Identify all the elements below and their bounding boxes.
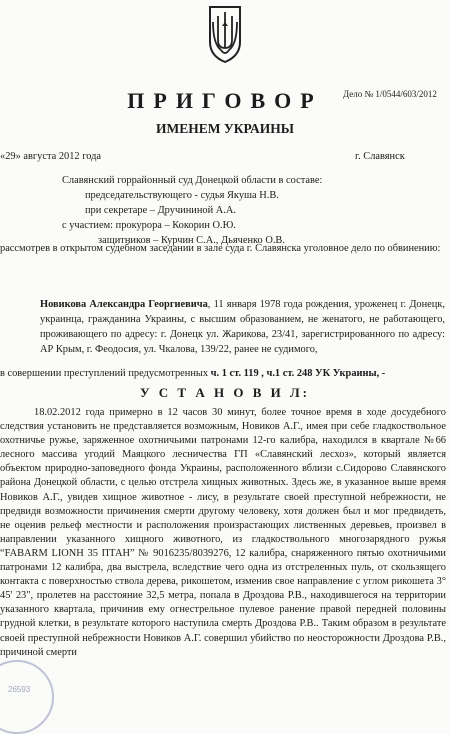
consider-paragraph: рассмотрев в открытом судебном заседании в зале суда г. Славянска уголовное дело по обвинению:: [0, 243, 441, 254]
defendant-details: , 11 января 1978 года рождения, уроженец г. Донецк, украинца, гражданина Украины, с высшим образованием, не женатого, не работающего, проживающего по адресу: г. Донецк ул. Жарикова, 23/41, зарегистрированного по адресу: АР Крым, г. Феодосия, ул. Чкалова, 139/22, ранее не судимого,: [40, 299, 445, 355]
court-line-defenders: защитников – Курчин С.А., Дьяченко О.В.: [98, 235, 285, 246]
document-title: ПРИГОВОР: [127, 88, 323, 113]
established-heading: У С Т А Н О В И Л:: [139, 385, 310, 400]
charge-prefix: в совершении преступлений предусмотренных: [0, 368, 211, 379]
seal-stamp-text: 26593: [8, 685, 31, 694]
court-composition: [62, 173, 322, 248]
court-line-prosecutor: с участием: прокурора – Кокорин О.Ю.: [62, 220, 236, 231]
coat-of-arms-icon: [207, 4, 243, 64]
charge-articles: ч. 1 ст. 119 , ч.1 ст. 248 УК Украины, -: [210, 368, 386, 379]
defendant-paragraph: [40, 297, 445, 357]
document-city: г. Славянск: [355, 151, 405, 162]
court-line-secretary: при секретаре – Дручининой А.А.: [85, 205, 236, 216]
document-date: «29» августа 2012 года: [0, 151, 102, 162]
charge-line: [0, 367, 385, 381]
body-paragraph: 18.02.2012 года примерно в 12 часов 30 минут, более точное время в ходе досудебного следствия установить не представляется возможным, Новиков А.Г., имея при себе гладкоствольное охотничье ружье, заряженное охотничьими патронами 12-го калибра, находился в квартале №66 лесного массива угодий Маяцкого лесничества ГП «Славянский лесхоз», который является объектом природно-заповедного фонда Украины, расположенного вблизи с.Сидорово Славянского района Донецкой области, с целью отстрела хищных животных. Здесь же, в указанное выше время Новиков А.Г., увидев хищное животное - лису, в результате своей преступной небрежности, не предвидя возможности причинения смерти другому человеку, хотя должен был и мог предвидеть, не оценив рельеф местности и расположения произрастающих лиственных деревьев, произвел в направлении указанного хищного животного, из гладкоствольного многозарядного ружья “FABARM LIONH 35 ПТАН” № 9016235/8039276, 12 калибра, снаряженного пятью охотничьими патронами 12 калибра, два выстрела, вследствие чего одна из отстреленных пуль, от скользящего контакта с поверхностью ствола дерева, рикошетом, изменив свое направление с углом рикошета 3° 45' 23", пролетев на расстояние 32,5 метра, попала в Дроздова Р.В., находившегося на территории указанного квартала, причинив ему огнестрельное пулевое ранение правой передней половины грудной клетки, в результате которого наступила смерть Дроздова Р.В.. Таким образом в результате своей преступной небрежности Новиков А.Г. совершил убийство по неосторожности Дроздова Р.В., причиной смерти: [0, 407, 446, 658]
seal-stamp: [0, 660, 54, 734]
court-line-judge: председательствующего - судья Якуша Н.В.: [85, 190, 279, 201]
defendant-name: Новикова Александра Георгиевича: [40, 299, 208, 310]
court-line: Славянский горрайонный суд Донецкой области в составе:: [62, 175, 323, 186]
case-number: Дело № 1/0544/603/2012: [343, 89, 437, 99]
document-subtitle: ИМЕНЕМ УКРАИНЫ: [155, 121, 295, 136]
